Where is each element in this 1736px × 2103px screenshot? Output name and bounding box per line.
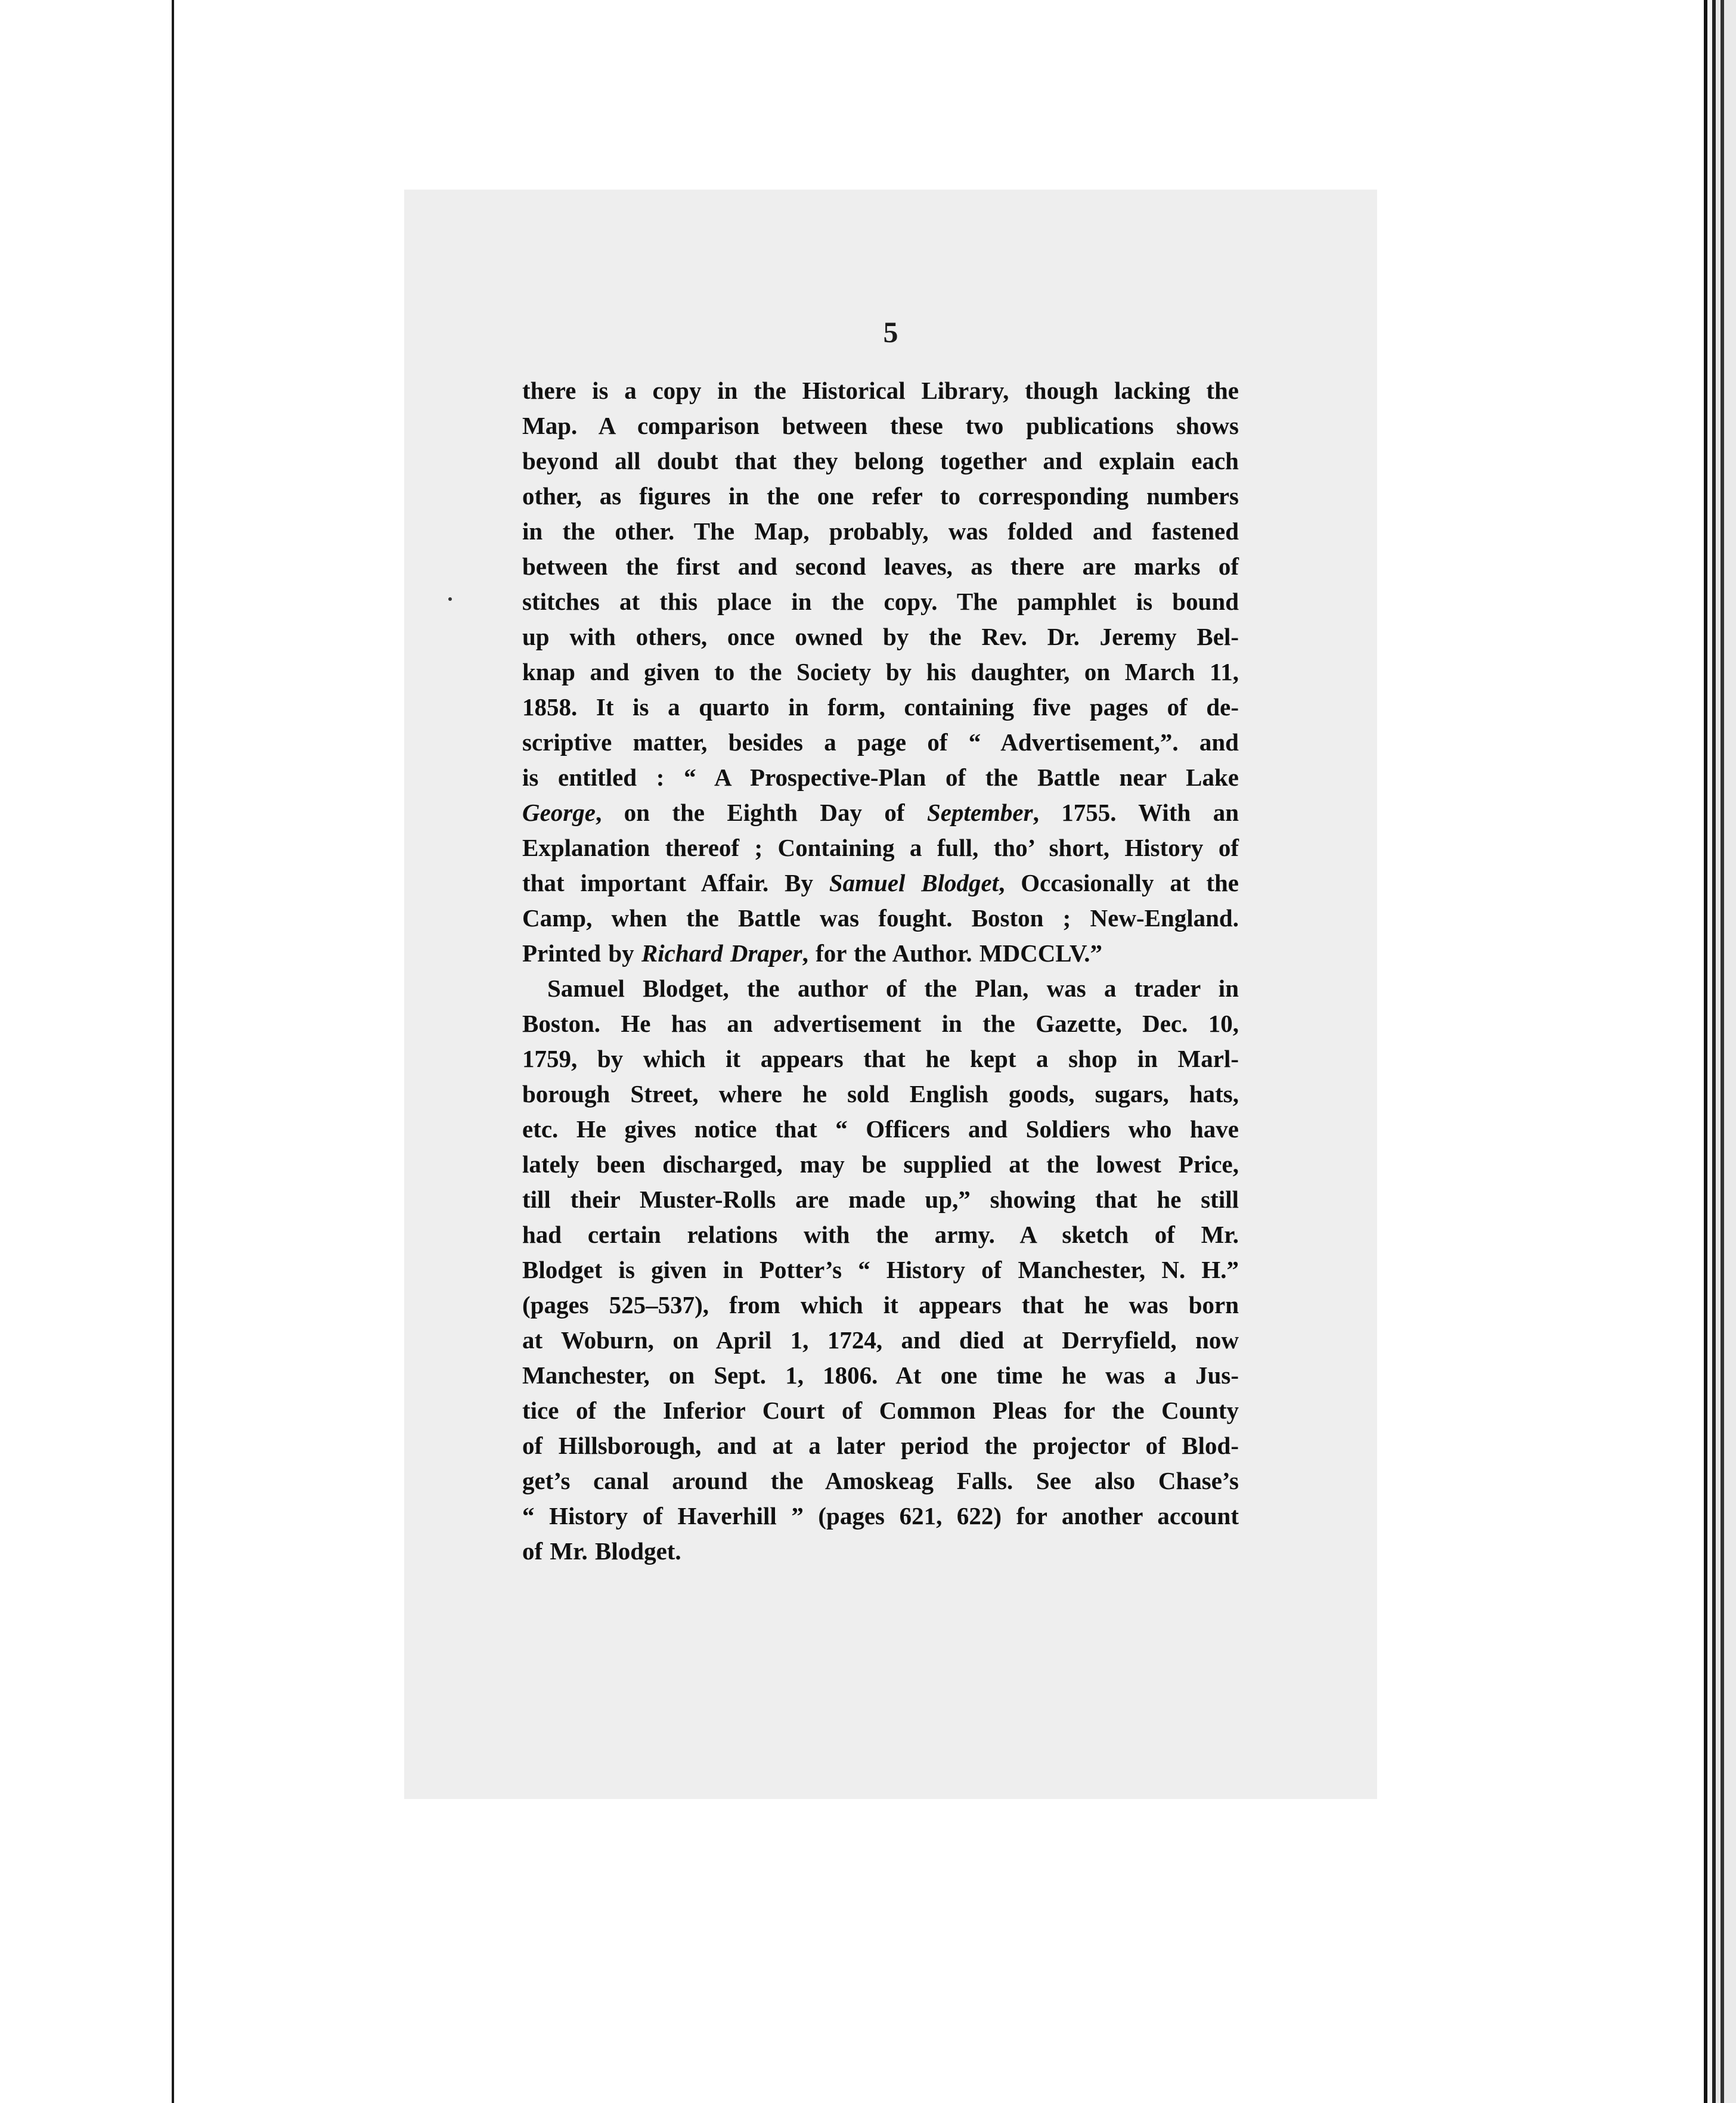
text-line: of Mr. Blodget. — [522, 1537, 681, 1565]
italic-text: George — [522, 799, 596, 826]
text-line: had certain relations with the army. A sketch of Mr. — [522, 1221, 1239, 1248]
text-line: etc. He gives notice that “ Officers and Soldiers who have — [522, 1115, 1239, 1143]
text-line: at Woburn, on April 1, 1724, and died at Derryfield, now — [522, 1326, 1239, 1354]
text-line: 1858. It is a quarto in form, containing five pages of de- — [522, 693, 1239, 721]
text-line: between the first and second leaves, as there are marks of — [522, 553, 1239, 580]
text-line: Boston. He has an advertisement in the Gazette, Dec. 10, — [522, 1010, 1239, 1037]
text-line: till their Muster-Rolls are made up,” showing that he still — [522, 1186, 1239, 1213]
text-line: there is a copy in the Historical Library, though lacking the — [522, 377, 1239, 404]
paragraph-2 — [522, 971, 1239, 1569]
text-line: in the other. The Map, probably, was folded and fastened — [522, 517, 1239, 545]
text-line: up with others, once owned by the Rev. Dr. Jeremy Bel- — [522, 623, 1239, 650]
text-line: Camp, when the Battle was fought. Boston ; New-England. — [522, 904, 1239, 932]
book-fore-edge — [1700, 0, 1736, 2103]
text-line: (pages 525–537), from which it appears that he was born — [522, 1291, 1239, 1319]
text-run: , 1755. With an — [1033, 799, 1239, 826]
text-line: other, as figures in the one refer to corresponding numbers — [522, 482, 1239, 510]
text-line — [522, 866, 1239, 901]
text-line: Manchester, on Sept. 1, 1806. At one time he was a Jus- — [522, 1361, 1239, 1389]
text-line: Map. A comparison between these two publications shows — [522, 412, 1239, 439]
italic-text: Samuel Blodget — [829, 869, 999, 897]
text-line — [522, 795, 1239, 830]
text-line: stitches at this place in the copy. The pamphlet is bound — [522, 588, 1239, 615]
text-run: Printed by — [522, 939, 641, 967]
text-line: Explanation thereof ; Containing a full, tho’ short, History of — [522, 834, 1239, 861]
text-line: knap and given to the Society by his daughter, on March 11, — [522, 658, 1239, 686]
text-run: that important Affair. By — [522, 869, 829, 897]
italic-text: Richard Draper — [641, 939, 802, 967]
italic-text: September — [926, 799, 1033, 826]
text-run: , on the Eighth Day of — [595, 799, 927, 826]
stray-ink-dot — [448, 597, 452, 601]
text-line: 1759, by which it appears that he kept a shop in Marl- — [522, 1045, 1239, 1072]
text-line: Samuel Blodget, the author of the Plan, was a trader in — [547, 975, 1239, 1002]
text-line: lately been discharged, may be supplied at the lowest Price, — [522, 1150, 1239, 1178]
text-line: scriptive matter, besides a page of “ Advertisement,”. and — [522, 728, 1239, 756]
text-line: is entitled : “ A Prospective-Plan of the Battle near Lake — [522, 764, 1239, 791]
text-line: tice of the Inferior Court of Common Pleas for the County — [522, 1397, 1239, 1424]
text-run: , Occasionally at the — [999, 869, 1239, 897]
text-line: borough Street, where he sold English goods, sugars, hats, — [522, 1080, 1239, 1108]
printed-page-plate — [404, 190, 1377, 1799]
body-text — [522, 373, 1239, 1569]
facing-page-margin — [0, 0, 174, 2103]
text-line: of Hillsborough, and at a later period the projector of Blod- — [522, 1432, 1239, 1459]
text-line: “ History of Haverhill ” (pages 621, 622) for another account — [522, 1502, 1239, 1530]
text-line: get’s canal around the Amoskeag Falls. See also Chase’s — [522, 1467, 1239, 1494]
paragraph-1 — [522, 373, 1239, 971]
text-line — [522, 936, 1239, 971]
text-line: Blodget is given in Potter’s “ History of Manchester, N. H.” — [522, 1256, 1239, 1283]
text-run: , for the Author. MDCCLV.” — [802, 939, 1103, 967]
page-number: 5 — [883, 315, 898, 349]
text-line: beyond all doubt that they belong together and explain each — [522, 447, 1239, 474]
